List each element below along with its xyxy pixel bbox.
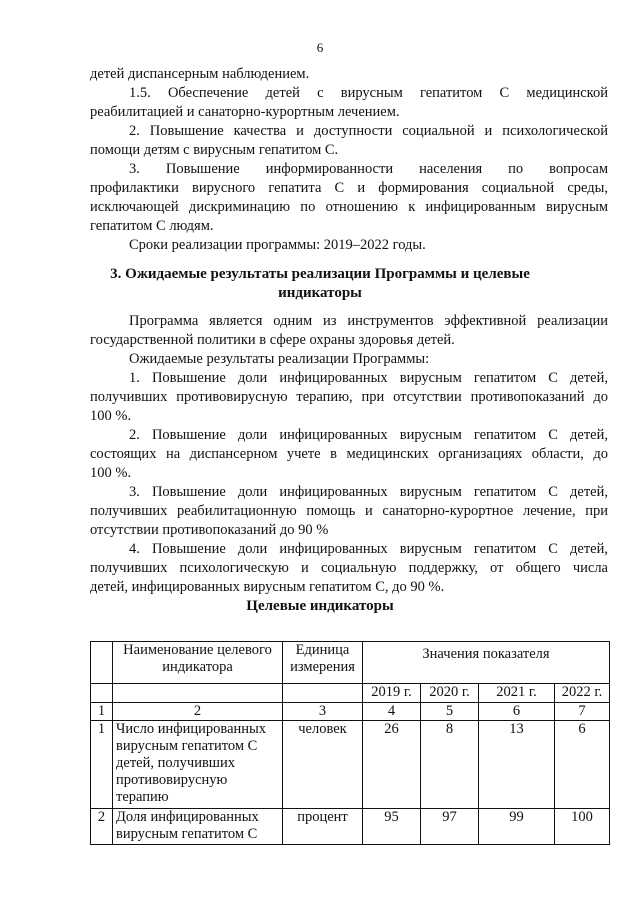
- table-row: [91, 809, 610, 845]
- table-cell: [91, 684, 113, 703]
- text-line: 4. Повышение доли инфицированных вирусным гепатитом С детей,: [129, 541, 608, 557]
- indicators-table: [90, 641, 610, 845]
- section-heading: 3. Ожидаемые результаты реализации Программы и целевые: [110, 266, 530, 282]
- text-line: профилактики вирусного гепатита С и формирования социальной среды,: [90, 180, 608, 196]
- text-line: 2. Повышение качества и доступности социальной и психологической: [129, 123, 608, 139]
- text-line: Ожидаемые результаты реализации Программы:: [129, 351, 430, 367]
- numbering-cell: 1: [91, 703, 113, 721]
- unit-cell: человек: [283, 721, 363, 809]
- text-line: состоящих на диспансерном учете в медицинских организациях области, до: [90, 446, 608, 462]
- year-cell: 2021 г.: [479, 684, 555, 703]
- text-line: Программа является одним из инструментов эффективной реализации: [129, 313, 608, 329]
- text-line: реабилитацией и санаторно-курортным лечением.: [90, 104, 400, 120]
- value-cell: 99: [479, 809, 555, 845]
- text-line: получивших реабилитационную помощь и санаторно-курортное лечение, при: [90, 503, 608, 519]
- year-cell: 2019 г.: [363, 684, 421, 703]
- text-line: 1.5. Обеспечение детей с вирусным гепатитом С медицинской: [129, 85, 608, 101]
- page-number: 6: [316, 40, 324, 55]
- section-heading: индикаторы: [278, 285, 362, 301]
- text-line: детей диспансерным наблюдением.: [90, 66, 310, 82]
- table-cell: [113, 684, 283, 703]
- text-line: 100 %.: [90, 408, 132, 424]
- row-number-cell: 1: [91, 721, 113, 809]
- text-line: Сроки реализации программы: 2019–2022 годы.: [129, 237, 426, 253]
- header-values-cell: Значения показателя: [363, 642, 610, 684]
- unit-cell: процент: [283, 809, 363, 845]
- value-cell: 26: [363, 721, 421, 809]
- table-cell: [91, 642, 113, 684]
- text-line: помощи детям с вирусным гепатитом С.: [90, 142, 339, 158]
- value-cell: 97: [421, 809, 479, 845]
- text-line: получивших противовирусную терапию, при отсутствии противопоказаний до: [90, 389, 608, 405]
- numbering-cell: 2: [113, 703, 283, 721]
- text-line: отсутствии противопоказаний до 90 %: [90, 522, 329, 538]
- text-line: исключающей дискриминацию по отношению к инфицированным вирусным: [90, 199, 608, 215]
- numbering-cell: 4: [363, 703, 421, 721]
- table-header-row: [91, 642, 610, 684]
- year-cell: 2020 г.: [421, 684, 479, 703]
- table-title: Целевые индикаторы: [246, 598, 394, 614]
- text-line: детей, инфицированных вирусным гепатитом С, до 90 %.: [90, 579, 445, 595]
- header-unit-cell: Единица измерения: [283, 642, 363, 684]
- text-line: 3. Повышение информированности населения по вопросам: [129, 161, 608, 177]
- indicator-name-cell: Доля инфицированных вирусным гепатитом С: [113, 809, 283, 845]
- value-cell: 6: [555, 721, 610, 809]
- value-cell: 95: [363, 809, 421, 845]
- numbering-cell: 5: [421, 703, 479, 721]
- numbering-cell: 6: [479, 703, 555, 721]
- indicator-name-cell: Число инфицированных вирусным гепатитом С детей, получивших противовирусную терапию: [113, 721, 283, 809]
- text-line: 3. Повышение доли инфицированных вирусным гепатитом С детей,: [129, 484, 608, 500]
- year-cell: 2022 г.: [555, 684, 610, 703]
- table-years-row: [91, 684, 610, 703]
- numbering-cell: 3: [283, 703, 363, 721]
- text-line: 1. Повышение доли инфицированных вирусным гепатитом С детей,: [129, 370, 608, 386]
- text-line: получивших психологическую и социальную поддержку, от общего числа: [90, 560, 608, 576]
- value-cell: 100: [555, 809, 610, 845]
- row-number-cell: 2: [91, 809, 113, 845]
- text-line: 100 %.: [90, 465, 132, 481]
- numbering-cell: 7: [555, 703, 610, 721]
- text-line: гепатитом С людям.: [90, 218, 214, 234]
- header-name-cell: Наименование целевого индикатора: [113, 642, 283, 684]
- table-row: [91, 721, 610, 809]
- text-line: 2. Повышение доли инфицированных вирусным гепатитом С детей,: [129, 427, 608, 443]
- text-line: государственной политики в сфере охраны здоровья детей.: [90, 332, 455, 348]
- table-numbering-row: [91, 703, 610, 721]
- value-cell: 8: [421, 721, 479, 809]
- value-cell: 13: [479, 721, 555, 809]
- table-cell: [283, 684, 363, 703]
